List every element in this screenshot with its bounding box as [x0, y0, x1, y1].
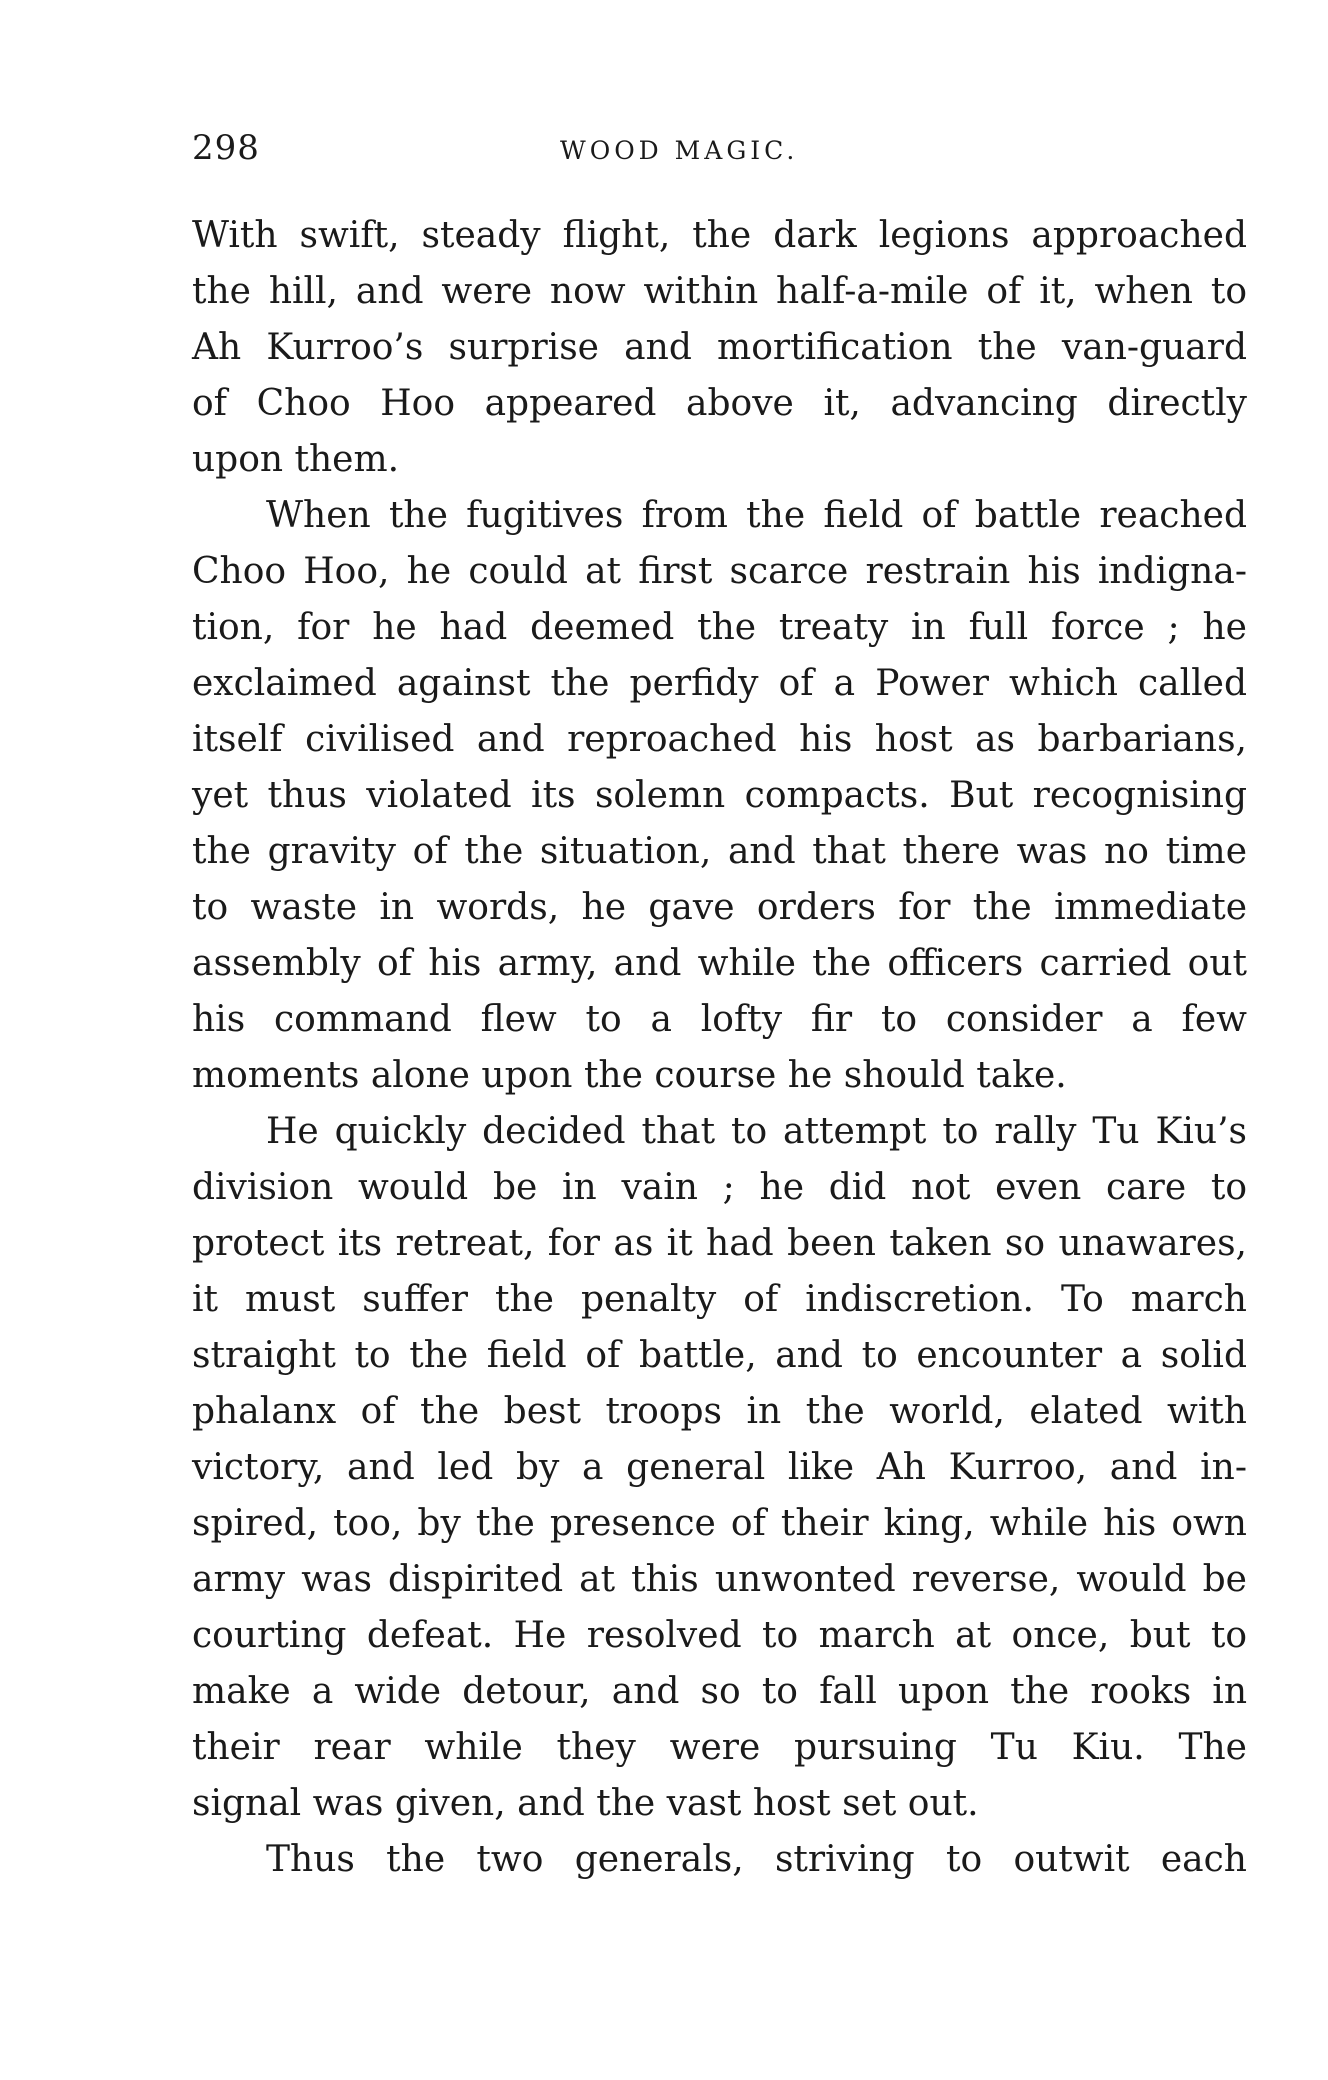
body-text — [192, 208, 1247, 1888]
text-line: Thus the two generals, striving to outwit each — [266, 1839, 1247, 1880]
text-line: Choo Hoo, he could at first scarce restrain his indigna- — [192, 551, 1247, 592]
text-line: straight to the field of battle, and to encounter a solid — [192, 1335, 1247, 1376]
text-line: moments alone upon the course he should take. — [192, 1055, 1067, 1096]
text-line: army was dispirited at this unwonted reverse, would be — [192, 1559, 1247, 1600]
running-title: WOOD MAGIC. — [560, 136, 799, 165]
text-line: victory, and led by a general like Ah Kurroo, and in- — [192, 1447, 1247, 1488]
text-line: phalanx of the best troops in the world, elated with — [192, 1391, 1247, 1432]
text-line: his command flew to a lofty fir to consider a few — [192, 999, 1247, 1040]
text-line: the gravity of the situation, and that there was no time — [192, 831, 1247, 872]
text-line: to waste in words, he gave orders for the immediate — [192, 887, 1247, 928]
text-line: the hill, and were now within half-a-mile of it, when to — [192, 271, 1247, 312]
text-line: division would be in vain ; he did not even care to — [192, 1167, 1247, 1208]
text-line: make a wide detour, and so to fall upon the rooks in — [192, 1671, 1247, 1712]
text-line: yet thus violated its solemn compacts. But recognising — [192, 775, 1247, 816]
text-line: protect its retreat, for as it had been taken so unawares, — [192, 1223, 1247, 1264]
text-line: With swift, steady flight, the dark legions approached — [192, 215, 1247, 256]
text-line: signal was given, and the vast host set out. — [192, 1783, 979, 1824]
text-line: itself civilised and reproached his host as barbarians, — [192, 719, 1247, 760]
text-line: exclaimed against the perfidy of a Power which called — [192, 663, 1247, 704]
text-line: it must suffer the penalty of indiscretion. To march — [192, 1279, 1247, 1320]
text-line: upon them. — [192, 439, 400, 480]
text-line: their rear while they were pursuing Tu Kiu. The — [192, 1727, 1247, 1768]
text-line: tion, for he had deemed the treaty in full force ; he — [192, 607, 1247, 648]
text-line: spired, too, by the presence of their king, while his own — [192, 1503, 1247, 1544]
text-line: He quickly decided that to attempt to rally Tu Kiu’s — [266, 1111, 1247, 1152]
text-line: courting defeat. He resolved to march at once, but to — [192, 1615, 1247, 1656]
page-number: 298 — [192, 128, 260, 168]
text-line: assembly of his army, and while the officers carried out — [192, 943, 1247, 984]
text-line: Ah Kurroo’s surprise and mortification the van-guard — [192, 327, 1247, 368]
text-line: When the fugitives from the field of battle reached — [266, 495, 1247, 536]
text-line: of Choo Hoo appeared above it, advancing directly — [192, 383, 1247, 424]
